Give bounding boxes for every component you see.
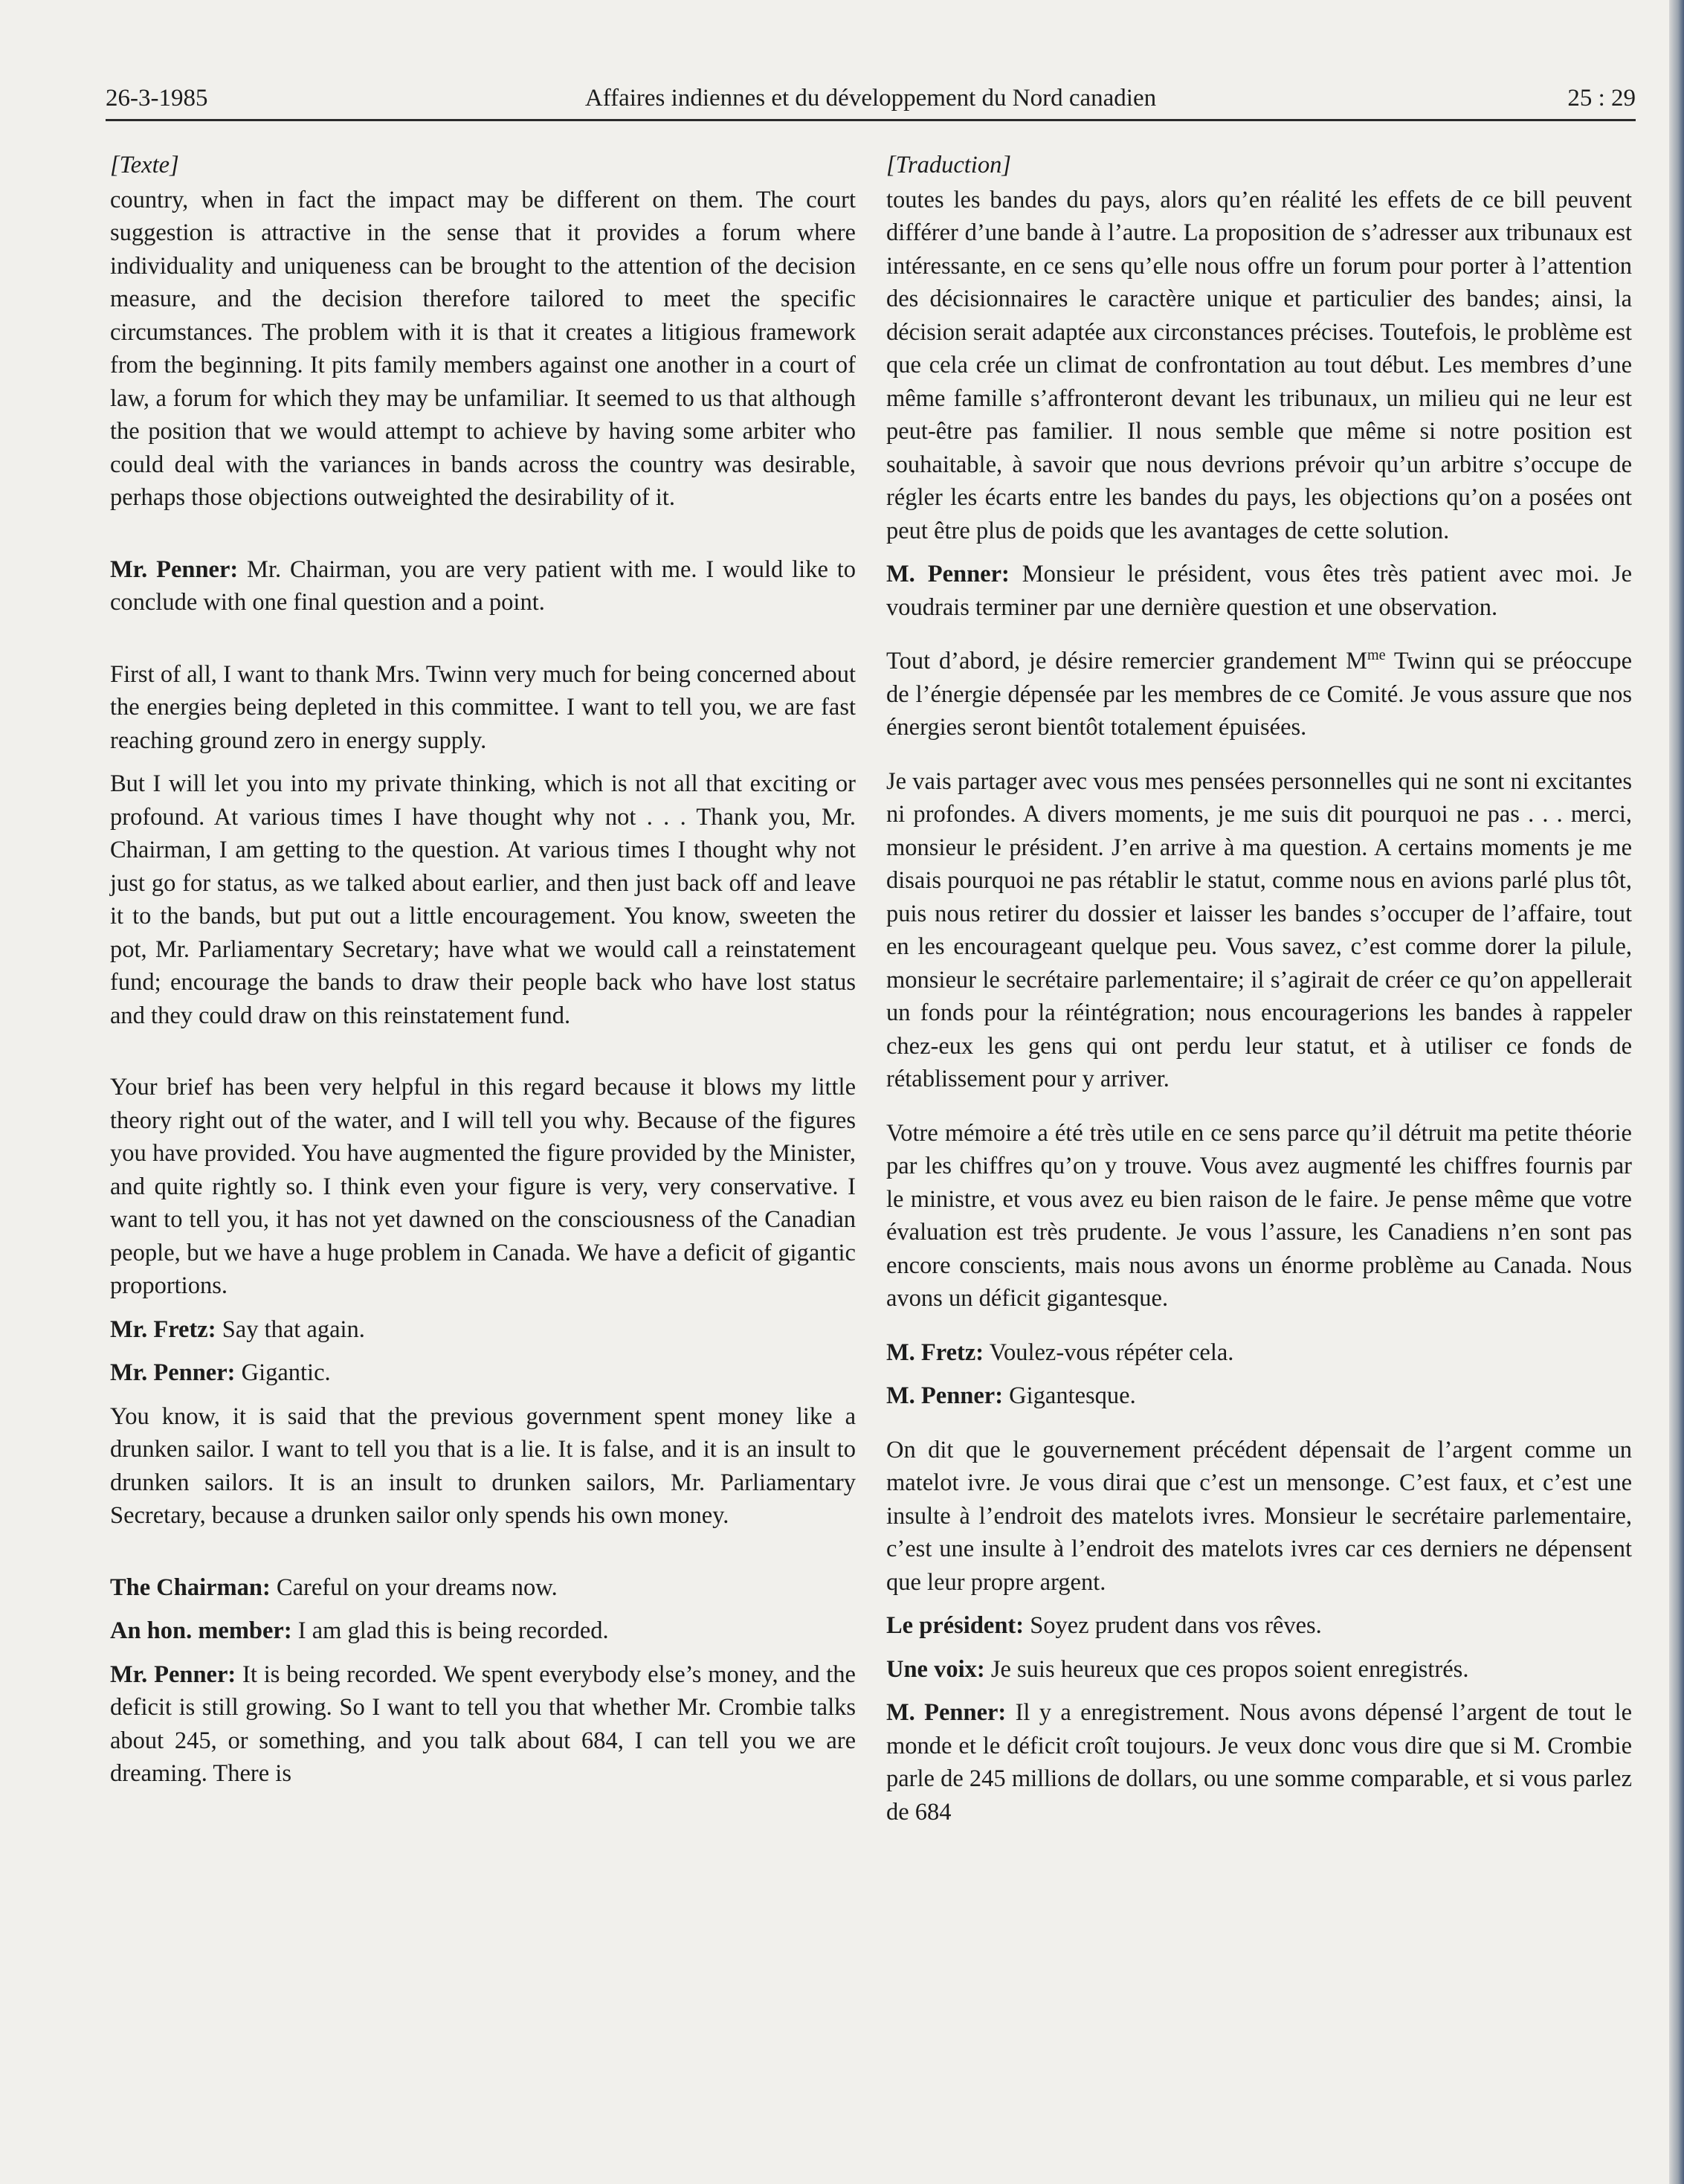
header-page-number: 25 : 29 (1567, 85, 1636, 112)
speaker-name: M. Fretz: (886, 1339, 984, 1366)
speaker-paragraph: Mr. Penner: Mr. Chairman, you are very patient with me. I would like to conclude with one final question and a point. (110, 555, 856, 616)
speaker-name: The Chairman: (110, 1573, 271, 1601)
header-date: 26-3-1985 (106, 85, 208, 112)
speaker-name: Mr. Penner: (110, 1359, 236, 1386)
page-edge (1669, 0, 1684, 2184)
speaker-name: Mr. Fretz: (110, 1315, 216, 1343)
paragraph: Your brief has been very helpful in this regard because it blows my little theory right out of the water, and I will tell you why. Because of the figures you have provided. You have augmented the figure provided by the Minister, and quite rightly so. I think even your figure is very, very conservative. I want to tell you, it has not yet dawned on the consciousness of the Canadian people, but we have a huge problem in Canada. We have a deficit of gigantic proportions. (110, 1074, 856, 1299)
speaker-paragraph: An hon. member: I am glad this is being recorded. (110, 1617, 609, 1644)
speaker-name: M. Penner: (886, 561, 1010, 587)
paragraph: First of all, I want to thank Mrs. Twinn very much for being concerned about the energies being depleted in this committee. I want to tell you, we are fast reaching ground zero in energy supply. (110, 660, 856, 754)
speaker-name: Une voix: (886, 1655, 985, 1683)
column-marker: [Traduction] (886, 152, 1011, 178)
speaker-paragraph: Le président: Soyez prudent dans vos rêves. (886, 1612, 1322, 1639)
header-title: Affaires indiennes et du développement du Nord canadien (584, 85, 1157, 112)
english-column (110, 149, 856, 1791)
speaker-paragraph: M. Penner: Gigantesque. (886, 1382, 1136, 1409)
speaker-name: Mr. Penner: (110, 1660, 236, 1688)
speaker-name: M. Penner: (886, 1382, 1004, 1409)
paragraph: Je vais partager avec vous mes pensées personnelles qui ne sont ni excitantes ni profondes. A divers moments, je me suis dit pourquoi ne pas . . . merci, monsieur le président. J’en arrive à ma question. A certains moments je me disais pourquoi ne pas rétablir le statut, comme nous en avions parlé plus tôt, puis nous retirer du dossier et laisser les bandes s’occuper de l’affaire, tout en les encourageant quelque peu. Vous savez, c’est comme dorer la pilule, monsieur le secrétaire parlementaire; il s’agirait de créer ce qu’on appellerait un fonds pour la réintégration; nous encouragerions les bandes à rappeler chez-eux les gens qui ont perdu leur statut, et à utiliser ce fonds de rétablissement pour y arriver. (886, 767, 1632, 1092)
paragraph: Tout d’abord, je désire remercier grandement $M^{me}$ Twinn qui se préoccupe de l’énergie dépensée par les membres de ce Comité. Je vous assure que nos énergies seront bientôt totalement épuisées. (886, 647, 1632, 741)
paragraph: country, when in fact the impact may be different on them. The court suggestion is attractive in the sense that it provides a forum where individuality and uniqueness can be brought to the attention of the decision measure, and the decision therefore tailored to meet the specific circumstances. The problem with it is that it creates a litigious framework from the beginning. It pits family members against one another in a court of law, a forum for which they may be unfamiliar. It seemed to us that although the position that we would attempt to achieve by having some arbiter who could deal with the variances in bands across the country was desirable, perhaps those objections outweighted the desirability of it. (110, 186, 856, 511)
speaker-paragraph: M. Penner: Il y a enregistrement. Nous avons dépensé l’argent de tout le monde et le déficit croît toujours. Je veux donc vous dire que si M. Crombie parle de 245 millions de dollars, ou une somme comparable, et si vous parlez de 684 (886, 1699, 1632, 1826)
paragraph: toutes les bandes du pays, alors qu’en réalité les effets de ce bill peuvent différer d’une bande à l’autre. La proposition de s’adresser aux tribunaux est intéressante, en ce sens qu’elle nous offre un forum pour porter à l’attention des décisionnaires le caractère unique et particulier des bandes; ainsi, la décision serait adaptée aux circonstances précises. Toutefois, le problème est que cela crée un climat de confrontation au tout début. Les membres d’une même famille s’affronteront devant les tribunaux, un milieu qui ne leur est peut-être pas familier. Il nous semble que même si notre position est souhaitable, à savoir que nous devrions prévoir qu’un arbitre s’occupe de régler les écarts entre les bandes du pays, les objections qu’on a posées ont peut être plus de poids que les avantages de cette solution. (886, 186, 1632, 544)
french-column (886, 149, 1632, 1829)
paragraph: You know, it is said that the previous government spent money like a drunken sailor. I want to tell you that is a lie. It is false, and it is an insult to drunken sailors. It is an insult to drunken sailors, Mr. Parliamentary Secretary, because a drunken sailor only spends his own money. (110, 1402, 856, 1529)
running-header (106, 77, 1636, 121)
speaker-name: M. Penner: (886, 1699, 1007, 1726)
speaker-paragraph: Mr. Penner: Gigantic. (110, 1359, 331, 1386)
speaker-paragraph: M. Penner: Monsieur le président, vous êtes très patient avec moi. Je voudrais terminer par une dernière question et une observation. (886, 561, 1633, 621)
speaker-paragraph: The Chairman: Careful on your dreams now. (110, 1573, 558, 1601)
speaker-paragraph: Mr. Fretz: Say that again. (110, 1315, 365, 1343)
paragraph: On dit que le gouvernement précédent dépensait de l’argent comme un matelot ivre. Je vous dirai que c’est un mensonge. C’est faux, et c’est une insulte à l’endroit des matelots ivres. Monsieur le secrétaire parlementaire, c’est une insulte à l’endroit des matelots ivres car ces derniers ne dépensent que leur propre argent. (886, 1436, 1632, 1596)
speaker-paragraph: M. Fretz: Voulez-vous répéter cela. (886, 1339, 1234, 1366)
speaker-paragraph: Mr. Penner: It is being recorded. We spent everybody else’s money, and the deficit is still growing. So I want to tell you that whether Mr. Crombie talks about 245, or something, and you talk about 684, I can tell you we are dreaming. There is (110, 1660, 856, 1787)
paragraph: But I will let you into my private thinking, which is not all that exciting or profound. At various times I have thought why not . . . Thank you, Mr. Chairman, I am getting to the question. At various times I thought why not just go for status, as we talked about earlier, and then just back off and leave it to the bands, but put out a little encouragement. You know, sweeten the pot, Mr. Parliamentary Secretary; have what we would call a reinstatement fund; encourage the bands to draw their people back who have lost status and they could draw on this reinstatement fund. (110, 770, 856, 1029)
speaker-paragraph: Une voix: Je suis heureux que ces propos soient enregistrés. (886, 1655, 1469, 1683)
paragraph: Votre mémoire a été très utile en ce sens parce qu’il détruit ma petite théorie par les chiffres qu’on y trouve. Vous avez augmenté les chiffres fournis par le ministre, et vous avez eu bien raison de le faire. Je pense même que votre évaluation est très prudente. Je vous l’assure, les Canadiens n’en sont pas encore conscients, mais nous avons un énorme problème au Canada. Nous avons un déficit gigantesque. (886, 1119, 1632, 1312)
speaker-name: Le président: (886, 1612, 1025, 1639)
speaker-name: Mr. Penner: (110, 555, 239, 583)
speaker-name: An hon. member: (110, 1617, 292, 1644)
column-marker: [Texte] (110, 152, 179, 178)
